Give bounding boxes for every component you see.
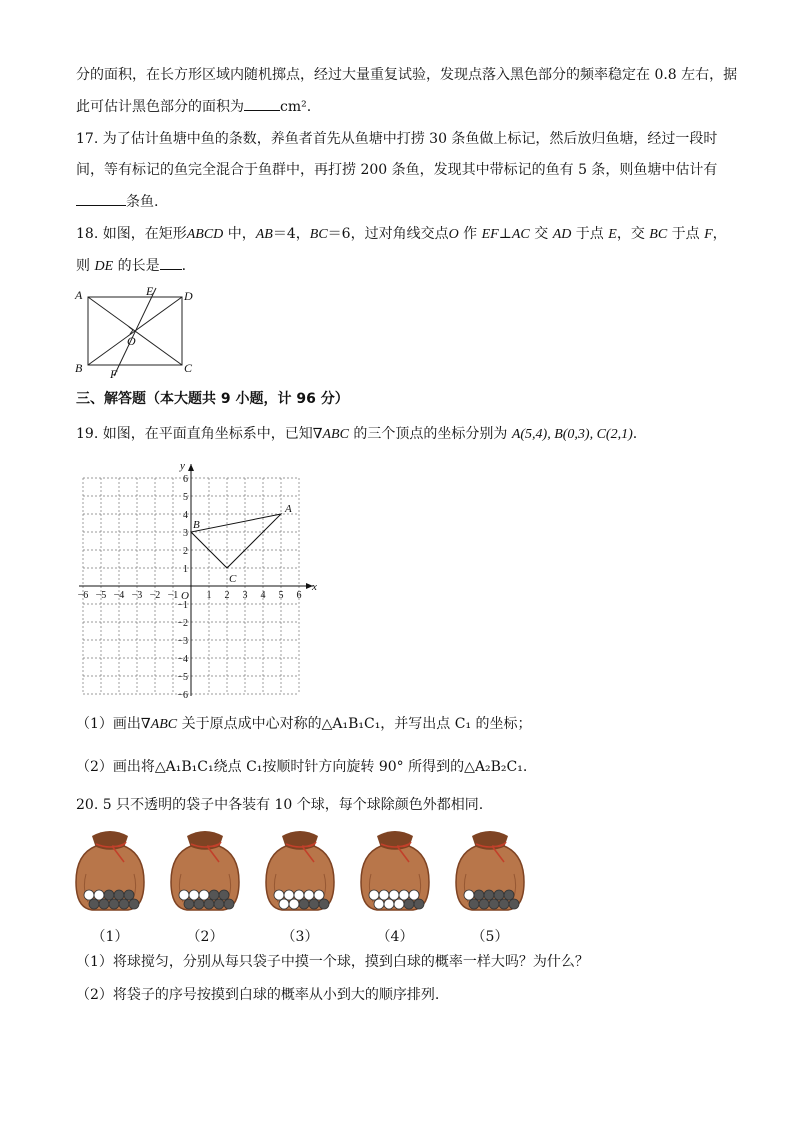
black-ball (214, 899, 224, 909)
black-ball (89, 899, 99, 909)
x-tick-label: 1 (206, 590, 212, 601)
label-e: E (146, 284, 154, 298)
bag-4 (355, 822, 435, 914)
q18-f: F (704, 227, 713, 242)
label-f: F (110, 367, 118, 380)
black-ball (484, 890, 494, 900)
y-axis-arrow (188, 464, 194, 471)
black-ball (474, 890, 484, 900)
white-ball (374, 899, 384, 909)
y-tick-label: −4 (177, 654, 188, 665)
x-tick-label: 3 (242, 590, 248, 601)
white-ball (84, 890, 94, 900)
bag-2 (165, 822, 245, 914)
q19-coords: A(5,4), B(0,3), C(2,1) (511, 427, 633, 442)
bag-label-1: （1） (91, 929, 129, 945)
x-tick-label: 6 (296, 590, 302, 601)
q18-text: 则 (76, 258, 95, 274)
q18-bc: BC (309, 227, 328, 242)
q18-text: ＝4， (272, 226, 310, 242)
point-label-a: A (285, 503, 292, 515)
black-ball (504, 890, 514, 900)
q16-line1: 分的面积，在长方形区域内随机掷点，经过大量重复试验，发现点落入黑色部分的频率稳定在 0.8 左右，据 (76, 67, 738, 83)
q19-part1-text: 关于原点成中心对称的△A₁B₁C₁，并写出点 C₁ 的坐标； (177, 716, 532, 732)
y-tick-label: −3 (177, 636, 188, 647)
white-ball (394, 899, 404, 909)
q18-e: E (608, 227, 617, 242)
q18-text: 的长是 (113, 258, 160, 274)
black-ball (184, 899, 194, 909)
q20-part1: （1）将球搅匀，分别从每只袋子中摸一个球，摸到白球的概率一样大吗？为什么？ (76, 954, 589, 970)
y-tick-label: 3 (183, 528, 188, 539)
q18-o: O (448, 227, 459, 242)
triangle-abc (191, 514, 281, 568)
bag-3 (260, 822, 340, 914)
white-ball (189, 890, 199, 900)
label-b: B (75, 361, 83, 375)
q18-ad: AD (552, 227, 572, 242)
white-ball (289, 899, 299, 909)
label-c: C (184, 361, 193, 375)
section-3-heading: 三、解答题（本大题共 9 小题，计 96 分） (76, 391, 349, 407)
q20-part2: （2）将袋子的序号按摸到白球的概率从小到大的顺序排列. (76, 987, 440, 1003)
white-ball (284, 890, 294, 900)
y-tick-label: −2 (177, 618, 188, 629)
black-ball (109, 899, 119, 909)
white-ball (279, 899, 289, 909)
label-d: D (184, 289, 193, 303)
y-tick-label: 6 (183, 474, 188, 485)
bag-row (70, 822, 570, 922)
bag-label-2: （2） (186, 929, 224, 945)
black-ball (209, 890, 219, 900)
q19-part1-triangle: ∇ABC (140, 717, 178, 732)
q19-part1-text: （1）画出 (76, 716, 141, 732)
white-ball (399, 890, 409, 900)
black-ball (99, 899, 109, 909)
black-ball (129, 899, 139, 909)
bag-label-5: （5） (471, 929, 509, 945)
y-tick-label: 1 (183, 564, 188, 575)
black-ball (114, 890, 124, 900)
black-ball (224, 899, 234, 909)
y-tick-label: 5 (183, 492, 188, 503)
q18-line2 (76, 255, 186, 277)
white-ball (314, 890, 324, 900)
x-tick-label: 4 (260, 590, 266, 601)
q18-text: 18. 如图，在矩形 (76, 226, 187, 242)
q18-text: ， (712, 226, 727, 242)
q18-text: ＝6，过对角线交点 (327, 226, 449, 242)
y-tick-label: −6 (177, 690, 188, 701)
answer-blank-16[interactable] (244, 96, 280, 111)
white-ball (94, 890, 104, 900)
q19-text: 的三个顶点的坐标分别为 (348, 426, 512, 442)
q19-part1 (76, 714, 532, 735)
white-ball (274, 890, 284, 900)
q19-line (76, 424, 637, 445)
q18-rect-name: ABCD (186, 227, 224, 242)
q18-text: 于点 (571, 226, 609, 242)
black-ball (489, 899, 499, 909)
q18-text: 作 (458, 226, 482, 242)
y-axis-label: y (180, 460, 185, 472)
white-ball (464, 890, 474, 900)
q19-text: 19. 如图，在平面直角坐标系中，已知 (76, 426, 313, 442)
x-tick-label: −1 (167, 590, 179, 601)
y-tick-label: 4 (183, 510, 188, 521)
q18-de: DE (94, 259, 114, 274)
white-ball (304, 890, 314, 900)
line-ef (114, 288, 156, 376)
x-tick-label: 5 (278, 590, 284, 601)
x-axis-label: x (312, 581, 317, 593)
black-ball (319, 899, 329, 909)
black-ball (124, 890, 134, 900)
x-tick-label: −5 (95, 590, 107, 601)
point-label-b: B (193, 519, 200, 531)
white-ball (199, 890, 209, 900)
q19-part2: （2）画出将△A₁B₁C₁绕点 C₁按顺时针方向旋转 90° 所得到的△A₂B₂C₁. (76, 759, 528, 775)
black-ball (469, 899, 479, 909)
y-tick-label: 2 (183, 546, 188, 557)
answer-blank-17[interactable] (76, 191, 126, 206)
black-ball (309, 899, 319, 909)
answer-blank-18[interactable] (160, 255, 182, 270)
x-tick-label: −4 (113, 590, 125, 601)
q18-text: 中， (223, 226, 256, 242)
black-ball (299, 899, 309, 909)
black-ball (414, 899, 424, 909)
label-a: A (75, 288, 83, 302)
q19-triangle: ∇ABC (312, 427, 349, 442)
black-ball (204, 899, 214, 909)
black-ball (494, 890, 504, 900)
white-ball (294, 890, 304, 900)
q18-ef-perp-ac: EF⊥AC (481, 227, 530, 242)
q18-text: ，交 (616, 226, 650, 242)
q18-line1 (76, 224, 727, 245)
point-label-c: C (229, 573, 237, 585)
bag-label-4: （4） (376, 929, 414, 945)
q16-line2 (76, 96, 311, 117)
q18-text: 于点 (667, 226, 705, 242)
black-ball (219, 890, 229, 900)
x-tick-label: −2 (149, 590, 161, 601)
y-tick-label: −5 (177, 672, 188, 683)
x-tick-label: −6 (77, 590, 89, 601)
coordinate-grid (66, 455, 336, 707)
q18-ab: AB (255, 227, 273, 242)
bag-5 (450, 822, 530, 914)
black-ball (104, 890, 114, 900)
black-ball (509, 899, 519, 909)
q17-line3 (76, 191, 158, 212)
black-ball (404, 899, 414, 909)
q17-line3-text: 条鱼. (126, 194, 159, 210)
bag-1 (70, 822, 150, 914)
q18-text: 交 (529, 226, 553, 242)
q17-line1: 17. 为了估计鱼塘中鱼的条数，养鱼者首先从鱼塘中打捞 30 条鱼做上标记，然后放归鱼塘，经过一段时 (76, 131, 718, 147)
x-tick-label: 2 (224, 590, 230, 601)
q16-line2-text: 此可估计黑色部分的面积为 (76, 99, 244, 115)
origin-label: O (181, 590, 189, 602)
q19-text: . (632, 426, 638, 442)
white-ball (369, 890, 379, 900)
q16-unit: cm². (280, 99, 312, 115)
black-ball (119, 899, 129, 909)
q18-bc2: BC (649, 227, 668, 242)
white-ball (409, 890, 419, 900)
bag-label-3: （3） (281, 929, 319, 945)
white-ball (384, 899, 394, 909)
q17-line2: 间，等有标记的鱼完全混合于鱼群中，再打捞 200 条鱼，发现其中带标记的鱼有 5 条，则鱼塘中估计有 (76, 162, 718, 178)
q18-text: . (181, 258, 187, 274)
white-ball (179, 890, 189, 900)
y-tick-label: −1 (177, 600, 188, 611)
rectangle-figure (70, 284, 200, 380)
black-ball (479, 899, 489, 909)
black-ball (499, 899, 509, 909)
label-o: O (127, 334, 136, 348)
white-ball (379, 890, 389, 900)
q20-line: 20. 5 只不透明的袋子中各装有 10 个球，每个球除颜色外都相同. (76, 797, 484, 813)
white-ball (389, 890, 399, 900)
black-ball (194, 899, 204, 909)
x-tick-label: −3 (131, 590, 143, 601)
